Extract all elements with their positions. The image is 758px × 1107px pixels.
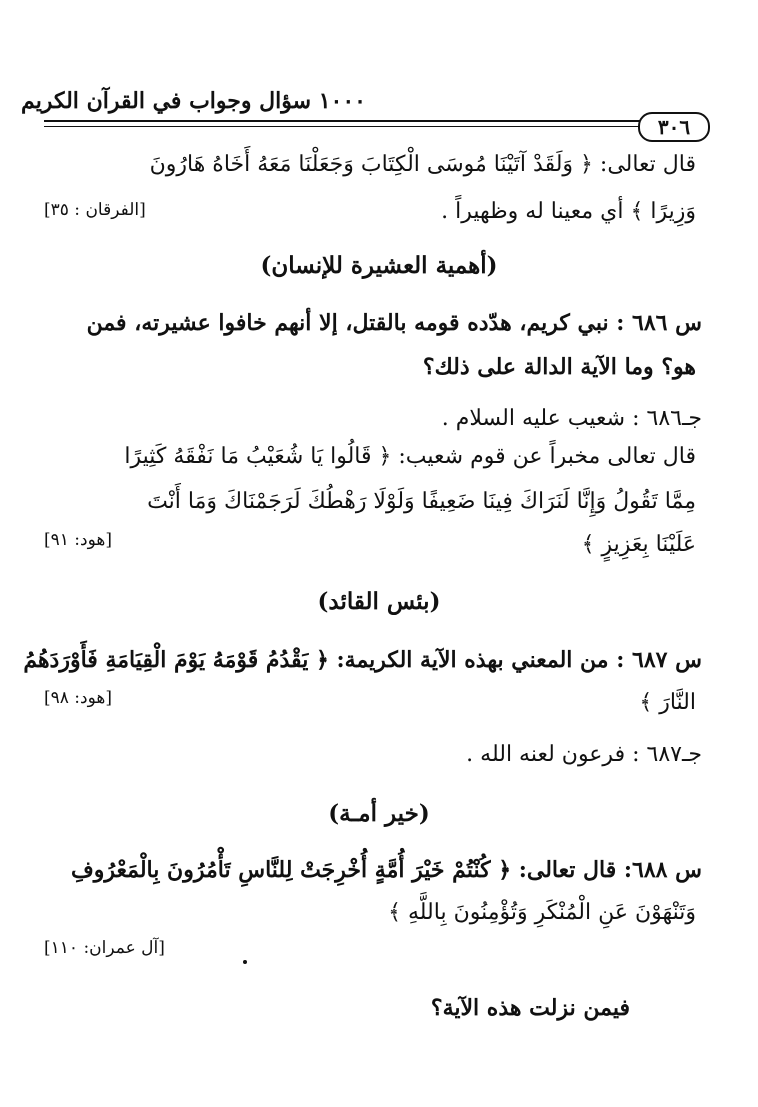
verse-line: قال تعالى: ﴿ وَلَقَدْ آتَيْنَا مُوسَى الْكِتَابَ وَجَعَلْنَا مَعَهُ أَخَاهُ هَارُونَ bbox=[149, 152, 696, 177]
section-heading: (أهمية العشيرة للإنسان) bbox=[260, 252, 498, 279]
question-line: فيمن نزلت هذه الآية؟ bbox=[430, 995, 630, 1021]
header-rule-thin bbox=[44, 126, 640, 127]
question-line: س ٦٨٨: قال تعالى: ﴿ كُنْتُمْ خَيْرَ أُمَّةٍ أُخْرِجَتْ لِلنَّاسِ تَأْمُرُونَ بِالْمَعْرُوفِ bbox=[70, 857, 702, 883]
verse-reference: [الفرقان : ٣٥] bbox=[44, 200, 146, 220]
question-line: س ٦٨٧ : من المعني بهذه الآية الكريمة: ﴿ يَقْدُمُ قَوْمَهُ يَوْمَ الْقِيَامَةِ فَأَوْرَدَهُمُ bbox=[23, 647, 702, 673]
stray-dot bbox=[243, 960, 247, 964]
verse-line: النَّارَ ﴾ bbox=[639, 690, 696, 715]
answer-line: جـ٦٨٦ : شعيب عليه السلام . bbox=[441, 406, 702, 431]
running-title: ١٠٠٠ سؤال وجواب في القرآن الكريم bbox=[21, 88, 366, 114]
section-heading: (خير أمـة) bbox=[328, 800, 430, 827]
question-line: س ٦٨٦ : نبي كريم، هدّده قومه بالقتل، إلا أنهم خافوا عشيرته، فمن bbox=[86, 310, 702, 336]
verse-line: وَتَنْهَوْنَ عَنِ الْمُنْكَرِ وَتُؤْمِنُونَ بِاللَّهِ ﴾ bbox=[388, 900, 696, 925]
answer-line: جـ٦٨٧ : فرعون لعنه الله . bbox=[466, 742, 702, 767]
header-rule bbox=[44, 120, 640, 122]
verse-line: مِمَّا تَقُولُ وَإِنَّا لَنَرَاكَ فِينَا ضَعِيفًا وَلَوْلَا رَهْطُكَ لَرَجَمْنَاكَ وَمَا أَنْتَ bbox=[147, 489, 696, 514]
verse-line: قال تعالى مخبراً عن قوم شعيب: ﴿ قَالُوا يَا شُعَيْبُ مَا نَفْقَهُ كَثِيرًا bbox=[124, 444, 696, 469]
verse-reference: [آل عمران: ١١٠] bbox=[44, 938, 165, 958]
page-number: ٣٠٦ bbox=[638, 112, 710, 142]
section-heading: (بئس القائد) bbox=[317, 588, 441, 615]
verse-line: وَزِيرًا ﴾ أي معينا له وظهيراً . bbox=[441, 199, 696, 224]
verse-line: عَلَيْنَا بِعَزِيزٍ ﴾ bbox=[581, 532, 696, 557]
verse-reference: [هود: ٩١] bbox=[44, 530, 112, 550]
question-line: هو؟ وما الآية الدالة على ذلك؟ bbox=[422, 354, 696, 380]
verse-reference: [هود: ٩٨] bbox=[44, 688, 112, 708]
